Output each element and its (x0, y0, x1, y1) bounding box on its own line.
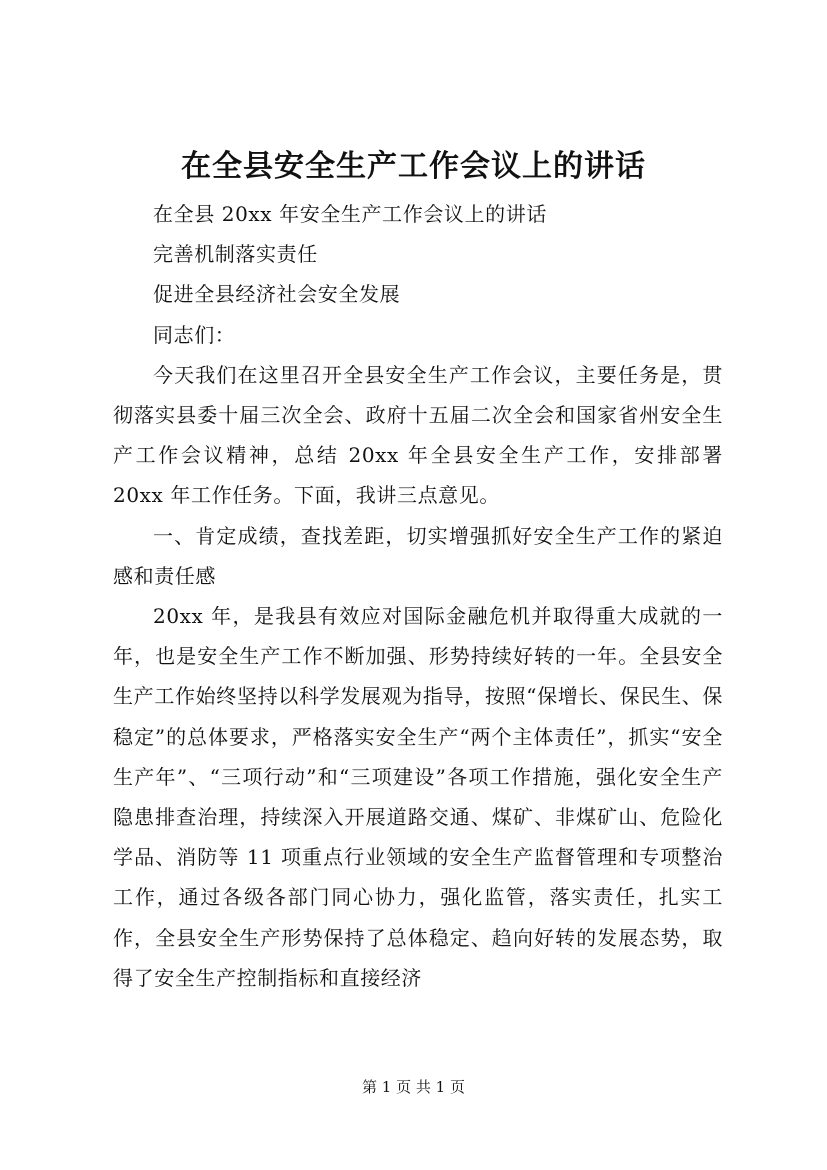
document-title: 在全县安全生产工作会议上的讲话 (181, 149, 646, 184)
document-body (113, 194, 723, 998)
subtitle-line: 在全县 20xx 年安全生产工作会议上的讲话 (153, 202, 547, 226)
body-paragraph: 今天我们在这里召开全县安全生产工作会议，主要任务是，贯彻落实县委十届三次全会、政府十五届二次全会和国家省州安全生产工作会议精神，总结 20xx 年全县安全生产工作，安排部署 20xx 年工作任务。下面，我讲三点意见。 (113, 362, 723, 508)
section-heading: 一、肯定成绩，查找差距，切实增强抓好安全生产工作的紧迫感和责任感 (113, 523, 723, 588)
body-paragraph: 20xx 年，是我县有效应对国际金融危机并取得重大成就的一年，也是安全生产工作不断加强、形势持续好转的一年。全县安全生产工作始终坚持以科学发展观为指导，按照“保增长、保民生、保稳定”的总体要求，严格落实安全生产“两个主体责任”，抓实“安全生产年”、“三项行动”和“三项建设”各项工作措施，强化安全生产隐患排查治理，持续深入开展道路交通、煤矿、非煤矿山、危险化学品、消防等 11 项重点行业领域的安全生产监督管理和专项整治工作，通过各级各部门同心协力，强化监管，落实责任，扎实工作，全县安全生产形势保持了总体稳定、趋向好转的发展态势，取得了安全生产控制指标和直接经济 (113, 604, 723, 990)
page-footer: 第 1 页 共 1 页 (362, 1078, 465, 1096)
salutation: 同志们： (153, 322, 236, 347)
subtitle-line: 促进全县经济社会安全发展 (153, 282, 401, 307)
subtitle-line: 完善机制落实责任 (153, 242, 318, 267)
